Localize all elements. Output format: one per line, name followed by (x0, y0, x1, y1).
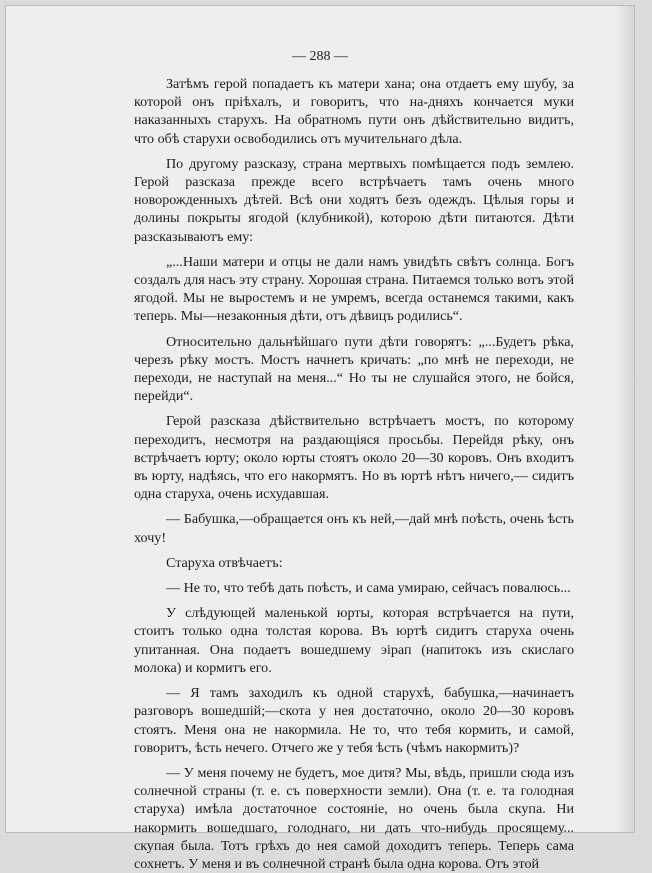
paragraph: Герой разсказа дѣйствительно встрѣчаетъ мостъ, по которому переходитъ, несмотря на раздающіяся просьбы. Перейдя рѣку, онъ встрѣчаетъ юрту; около юрты стоятъ около 20—30 коровъ. Онъ входитъ въ юрту, надѣясь, что его накормятъ. Но въ юртѣ нѣтъ ничего,— сидитъ одна старуха, очень исхудавшая. (134, 413, 574, 503)
paragraph: „...Наши матери и отцы не дали намъ увидѣть свѣтъ солнца. Богъ создалъ для насъ эту страну. Хорошая страна. Питаемся только вотъ этой ягодой. Мы не выростемъ и не умремъ, всегда останемся такими, какъ теперь. Мы—незаконныя дѣти, отъ дѣвицъ родились“. (134, 253, 574, 325)
paragraph: У слѣдующей маленькой юрты, которая встрѣчается на пути, стоитъ только одна толстая корова. Въ юртѣ сидитъ старуха очень упитанная. Она подаетъ вошедшему эірап (напитокъ изъ скислаго молока) и кормитъ его. (134, 605, 574, 676)
book-page (6, 6, 634, 872)
paragraph: Старуха отвѣчаетъ: (166, 554, 283, 571)
paragraph: Затѣмъ герой попадаетъ къ матери хана; она отдаетъ ему шубу, за которой онъ пріѣхалъ, и говоритъ, что на-дняхъ кончается муки наказанныхъ старухъ. На обратномъ пути онъ дѣйствительно видитъ, что обѣ старухи освободились отъ мучительнаго дѣла. (134, 76, 574, 147)
paragraph: По другому разсказу, страна мертвыхъ помѣщается подъ землею. Герой разсказа прежде всего встрѣчаетъ тамъ очень много новорожденныхъ дѣтей. Всѣ они ходятъ безъ одеждъ. Цѣлыя горы и долины покрыты ягодой (клубникой), которою дѣти питаются. Дѣти разсказываютъ ему: (134, 155, 574, 245)
paragraph: — Не то, что тебѣ дать поѣсть, и сама умираю, сейчасъ повалюсь... (166, 580, 571, 597)
paragraph: Относительно дальнѣйшаго пути дѣти говорятъ: „...Будетъ рѣка, черезъ рѣку мостъ. Мостъ начнетъ кричать: „по мнѣ не переходи, не переходи, не наступай на меня...“ Но ты не слушайся этого, не бойся, перейди“. (134, 333, 574, 405)
paragraph: — Бабушка,—обращается онъ къ ней,—дай мнѣ поѣсть, очень ѣсть хочу! (134, 511, 574, 546)
paragraph: — Я тамъ заходилъ къ одной старухѣ, бабушка,—начинаетъ разговоръ вошедшій;—скота у нея достаточно, около 20—30 коровъ стоятъ. Меня она не накормила. Не то, что тебя кормить, и самой, говоритъ, ѣсть нечего. Отчего же у тебя ѣсть (чѣмъ накормить)? (134, 685, 574, 756)
page-number: — 288 — (292, 49, 348, 64)
page-body (134, 75, 574, 873)
paragraph: — У меня почему не будетъ, мое дитя? Мы, вѣдь, пришли сюда изъ солнечной страны (т. е. съ поверхности земли). Она (т. е. та голодная старуха) имѣла достаточное состояніе, но очень была скупа. Ни накормить вошедшаго, голоднаго, ни дать что-нибудь просящему... скупая была. Тотъ грѣхъ до нея самой доходитъ теперь. Теперь сама сохнетъ. У меня и въ солнечной странѣ была одна корова. Отъ этой (134, 764, 574, 872)
